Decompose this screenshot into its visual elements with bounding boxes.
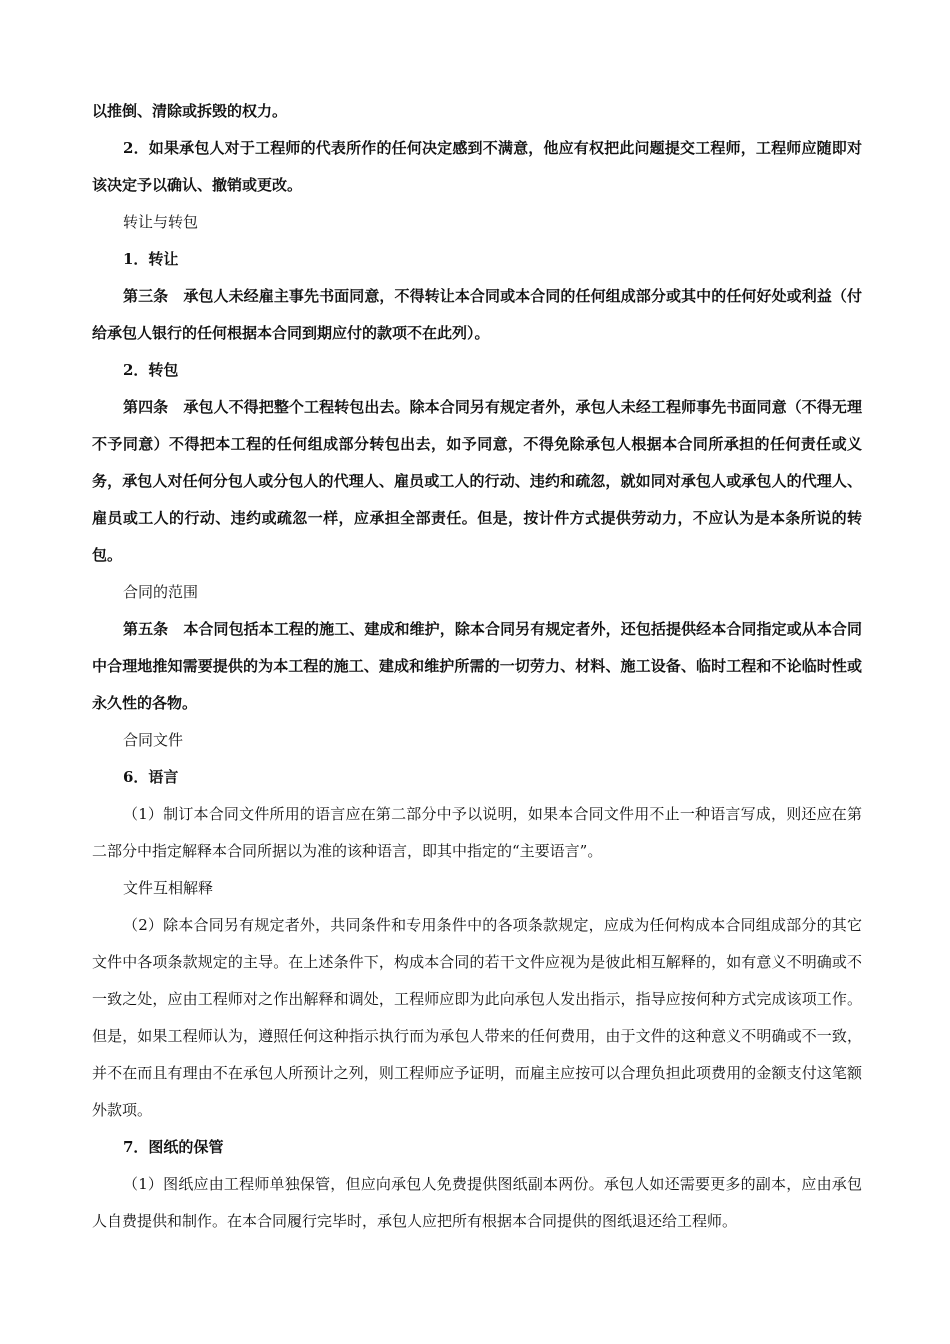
section-heading-mutual-explanation: 文件互相解释 <box>123 879 214 897</box>
article-3-paragraph: 第三条 承包人未经雇主事先书面同意，不得转让本合同或本合同的任何组成部分或其中的任何好处或利益（付给承包人银行的任何根据本合同到期应付的款项不在此列）。 <box>92 287 862 342</box>
continuation-paragraph: 以推倒、清除或拆毁的权力。 <box>92 102 288 120</box>
article-4-paragraph: 第四条 承包人不得把整个工程转包出去。除本合同另有规定者外，承包人未经工程师事先书面同意（不得无理不予同意）不得把本工程的任何组成部分转包出去，如予同意，不得免除承包人根据本合同所承担的任何责任或义务，承包人对任何分包人或分包人的代理人、雇员或工人的行动、违约和疏忽，就如同对承包人或承包人的代理人、雇员或工人的行动、违约或疏忽一样，应承担全部责任。但是，按计件方式提供劳动力，不应认为是本条所说的转包。 <box>92 398 862 564</box>
document-page <box>92 93 862 1240</box>
language-clause-1: （1）制订本合同文件所用的语言应在第二部分中予以说明，如果本合同文件用不止一种语言写成，则还应在第二部分中指定解释本合同所据以为准的该种语言，即其中指定的“主要语言”。 <box>92 805 862 860</box>
subheading-subcontract: 2．转包 <box>123 361 179 379</box>
section-heading-contract-scope: 合同的范围 <box>123 583 199 601</box>
drawings-clause-1: （1）图纸应由工程师单独保管，但应向承包人免费提供图纸副本两份。承包人如还需要更多的副本，应由承包人自费提供和制作。在本合同履行完毕时，承包人应把所有根据本合同提供的图纸退还给工程师。 <box>92 1175 862 1230</box>
subheading-language: 6．语言 <box>123 768 179 786</box>
clause-2-engineer-decision: 2．如果承包人对于工程师的代表所作的任何决定感到不满意，他应有权把此问题提交工程师，工程师应随即对该决定予以确认、撤销或更改。 <box>92 139 862 194</box>
article-5-paragraph: 第五条 本合同包括本工程的施工、建成和维护，除本合同另有规定者外，还包括提供经本合同指定或从本合同中合理地推知需要提供的为本工程的施工、建成和维护所需的一切劳力、材料、施工设备、临时工程和不论临时性或永久性的各物。 <box>92 620 862 712</box>
subheading-drawings-custody: 7．图纸的保管 <box>123 1138 224 1156</box>
interpretation-clause-2: （2）除本合同另有规定者外，共同条件和专用条件中的各项条款规定，应成为任何构成本合同组成部分的其它文件中各项条款规定的主导。在上述条件下，构成本合同的若干文件应视为是彼此相互解释的，如有意义不明确或不一致之处，应由工程师对之作出解释和调处，工程师应即为此向承包人发出指示，指导应按何种方式完成该项工作。但是，如果工程师认为，遵照任何这种指示执行而为承包人带来的任何费用，由于文件的这种意义不明确或不一致，并不在而且有理由不在承包人所预计之列，则工程师应予证明，而雇主应按可以合理负担此项费用的金额支付这笔额外款项。 <box>92 916 862 1119</box>
section-heading-contract-documents: 合同文件 <box>123 731 184 749</box>
subheading-assignment: 1．转让 <box>123 250 179 268</box>
section-heading-assignment-subcontract: 转让与转包 <box>123 213 199 231</box>
